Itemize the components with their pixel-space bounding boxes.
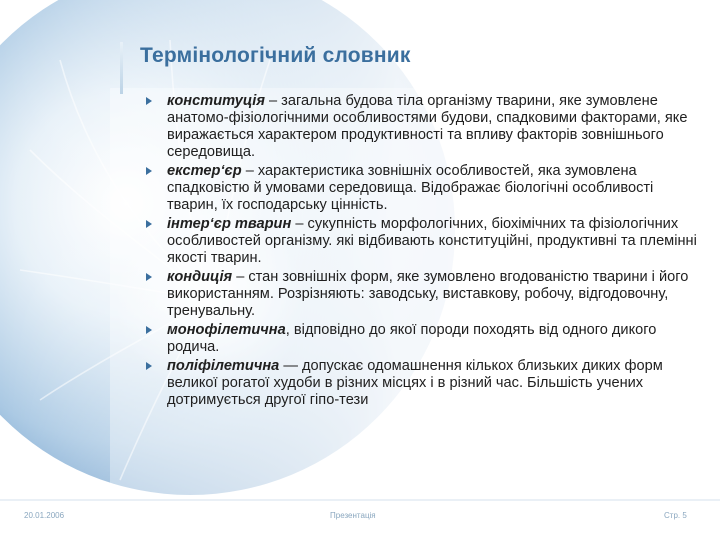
triangle-bullet-icon <box>146 273 152 281</box>
slide-title: Термінологічний словник <box>140 44 411 67</box>
term: поліфілетична <box>167 358 280 374</box>
list-item <box>145 163 705 214</box>
triangle-bullet-icon <box>146 167 152 175</box>
list-item <box>145 358 705 409</box>
term: інтер‘єр тварин <box>167 216 292 232</box>
footer-page-number: Стр. 5 <box>664 511 687 520</box>
list-item <box>145 216 705 267</box>
definition: — допускає одомашнення кількох близьких диких форм великої рогатої худоби в різних місцях і в різний час. Більшість учених дотримується другої гіпо-тези <box>167 358 663 408</box>
footer-date: 20.01.2006 <box>24 511 65 520</box>
term: конституція <box>167 93 265 109</box>
term: монофілетична <box>167 322 286 338</box>
definition: – сукупність морфологічних, біохімічних та фізіологічних особливостей організму. які відбивають конституційні, продуктивні та племінні якості тварин. <box>167 216 697 266</box>
term: екстер‘єр <box>167 163 242 179</box>
definition-list <box>145 93 705 411</box>
definition: , відповідно до якої породи походять від одного дикого родича. <box>167 322 657 355</box>
triangle-bullet-icon <box>146 220 152 228</box>
definition: – характеристика зовнішніх особливостей, яка зумовлена спадковістю й умовами середовища. Відображає біологічні особливості тварин, їх господарську цінність. <box>167 163 654 213</box>
title-accent-line <box>120 42 123 94</box>
triangle-bullet-icon <box>146 97 152 105</box>
list-item <box>145 269 705 320</box>
list-item <box>145 93 705 161</box>
definition: – загальна будова тіла організму тварини, яке зумовлене анатомо-фізіологічними особливостями будови, спадковими факторами, яке виражається характером продуктивності та впливу факторів зовнішнього середовища. <box>167 93 688 160</box>
triangle-bullet-icon <box>146 326 152 334</box>
triangle-bullet-icon <box>146 362 152 370</box>
footer-title: Презентація <box>330 511 376 520</box>
list-item <box>145 322 705 356</box>
definition: – стан зовнішніх форм, яке зумовлено вгодованістю тварини і його використанням. Розрізняють: заводську, виставкову, робочу, відгодовочну, тренувальну. <box>167 269 689 319</box>
term: кондиція <box>167 269 233 285</box>
